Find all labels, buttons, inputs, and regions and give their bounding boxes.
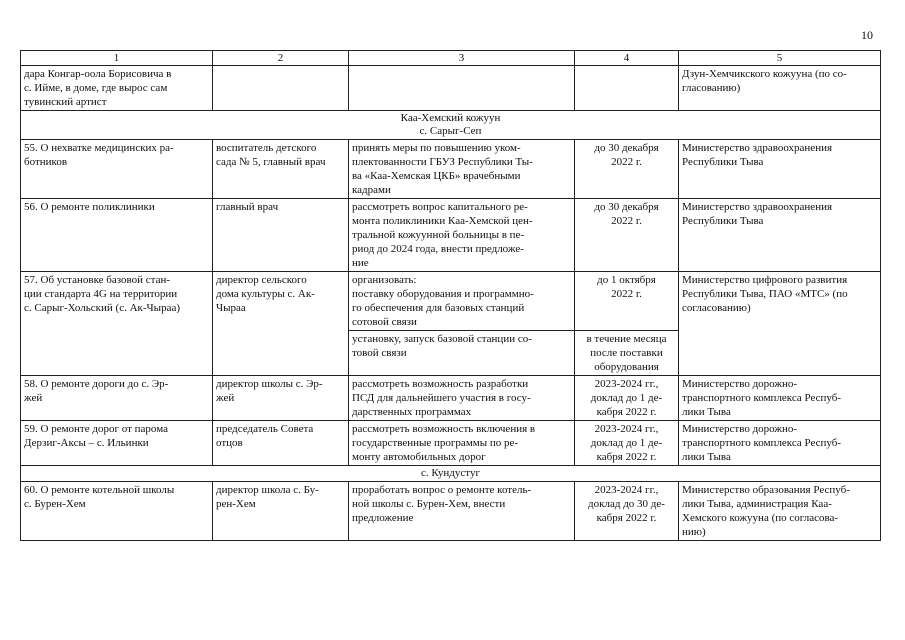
cell-text-line: тувинский артист [24,96,107,108]
cell-text-line: нию) [682,526,706,538]
cell-text-line: кабря 2022 г. [596,451,657,463]
cell-text-line: рассмотреть возможность включения в [352,423,536,435]
cell-text-line: рен-Хем [216,498,256,510]
cell-text-line: ботников [24,156,68,168]
responsible-cell [213,199,349,272]
cell-text-line: сотовой связи [352,316,417,328]
cell-text-line: сада № 5, главный врач [216,156,326,168]
page-number: 10 [861,28,873,42]
cell-text-line: монту автомобильных дорог [352,451,486,463]
cell-text-line: кабря 2022 г. [596,512,657,524]
plan-table [20,50,881,541]
cell-text-line: ПСД для дальнейшего участия в госу- [352,392,531,404]
deadline-cell [575,482,679,541]
cell-text-line: 60. О ремонте котельной школы [24,484,175,496]
cell-text-line: до 30 декабря [594,142,659,154]
cell-text-line: Министерство здравоохранения [682,142,833,154]
action-cell [349,272,575,331]
cell-text-line: 58. О ремонте дороги до с. Эр- [24,378,169,390]
cell-text-line: директор школа с. Бу- [216,484,319,496]
cell-text-line: принять меры по повышению уком- [352,142,521,154]
cell-text-line: жей [216,392,235,404]
section-header [21,466,881,482]
cell-text-line: лики Тыва, администрация Каа- [682,498,832,510]
cell-text-line: государственные программы по ре- [352,437,519,449]
cell-text-line: Министерство дорожно- [682,423,798,435]
table-row [21,482,881,541]
issue-cell [21,140,213,199]
issue-cell [21,199,213,272]
cell-text-line: установку, запуск базовой станции со- [352,333,532,345]
cell-text-line: Дерзиг-Аксы – с. Ильинки [24,437,149,449]
cell-text-line: риод до 2024 года, внести предложе- [352,243,524,255]
cell-text-line: председатель Совета [216,423,314,435]
executor-cell [679,421,881,466]
action-cell [349,376,575,421]
action-cell [349,66,575,111]
cell-text-line: транспортного комплекса Респуб- [682,392,842,404]
deadline-cell [575,272,679,331]
cell-text-line: гласованию) [682,82,741,94]
district-name: Каа-Хемский кожуун [400,112,501,124]
cell-text-line: дара Конгар-оола Борисовича в [24,68,172,80]
issue-cell [21,421,213,466]
cell-text-line: с. Ийме, в доме, где вырос сам [24,82,168,94]
cell-text-line: до 30 декабря [594,201,659,213]
cell-text-line: главный врач [216,201,279,213]
cell-text-line: го обеспечения для базовых станций [352,302,525,314]
action-cell [349,331,575,376]
cell-text-line: ва «Каа-Хемская ЦКБ» врачебными [352,170,521,182]
table-row [21,421,881,466]
deadline-cell [575,376,679,421]
section-header-row [21,466,881,482]
cell-text-line: с. Бурен-Хем [24,498,86,510]
cell-text-line: 2022 г. [611,288,642,300]
column-number: 1 [21,51,213,66]
cell-text-line: дарственных программах [352,406,472,418]
column-number: 5 [679,51,881,66]
section-header-row [21,111,881,140]
column-number: 4 [575,51,679,66]
cell-text-line: рассмотреть возможность разработки [352,378,529,390]
executor-cell [679,482,881,541]
executor-cell [679,66,881,111]
cell-text-line: директор школы с. Эр- [216,378,323,390]
cell-text-line: организовать: [352,274,417,286]
executor-cell [679,376,881,421]
cell-text-line: Республики Тыва [682,156,764,168]
cell-text-line: 2022 г. [611,215,642,227]
deadline-cell [575,421,679,466]
issue-cell [21,376,213,421]
cell-text-line: с. Сарыг-Хольский (с. Ак-Чыраа) [24,302,180,314]
responsible-cell [213,421,349,466]
cell-text-line: 2023-2024 гг., [594,484,659,496]
cell-text-line: в течение месяца [586,333,667,345]
cell-text-line: товой связи [352,347,407,359]
cell-text-line: 2022 г. [611,156,642,168]
cell-text-line: кабря 2022 г. [596,406,657,418]
cell-text-line: Министерство образования Респуб- [682,484,850,496]
cell-text-line: рассмотреть вопрос капитального ре- [352,201,528,213]
issue-cell [21,272,213,376]
table-row [21,376,881,421]
cell-text-line: Министерство дорожно- [682,378,798,390]
cell-text-line: дома культуры с. Ак- [216,288,315,300]
cell-text-line: ной школы с. Бурен-Хем, внести [352,498,506,510]
cell-text-line: ние [352,257,369,269]
cell-text-line: 57. Об установке базовой стан- [24,274,171,286]
cell-text-line: проработать вопрос о ремонте котель- [352,484,532,496]
cell-text-line: лики Тыва [682,451,731,463]
cell-text-line: транспортного комплекса Респуб- [682,437,842,449]
executor-cell [679,199,881,272]
settlement-name: с. Кундустуг [421,467,480,479]
action-cell [349,140,575,199]
cell-text-line: воспитатель детского [216,142,317,154]
cell-text-line: кадрами [352,184,391,196]
cell-text-line: поставку оборудования и программно- [352,288,534,300]
action-cell [349,421,575,466]
continuation-row [21,66,881,111]
cell-text-line: директор сельского [216,274,307,286]
responsible-cell [213,482,349,541]
cell-text-line: 56. О ремонте поликлиники [24,201,155,213]
cell-text-line: Министерство здравоохранения [682,201,833,213]
cell-text-line: после поставки [590,347,663,359]
cell-text-line: доклад до 1 де- [590,392,663,404]
column-number: 2 [213,51,349,66]
cell-text-line: отцов [216,437,243,449]
cell-text-line: доклад до 30 де- [588,498,665,510]
column-number: 3 [349,51,575,66]
table-row [21,199,881,272]
cell-text-line: согласованию) [682,302,751,314]
cell-text-line: 2023-2024 гг., [594,378,659,390]
settlement-name: с. Сарыг-Сеп [419,125,482,137]
cell-text-line: Республики Тыва [682,215,764,227]
deadline-cell [575,66,679,111]
action-cell [349,199,575,272]
executor-cell [679,272,881,376]
cell-text-line: жей [24,392,43,404]
table-body [21,51,881,541]
deadline-cell [575,140,679,199]
cell-text-line: до 1 октября [597,274,656,286]
action-cell [349,482,575,541]
cell-text-line: 2023-2024 гг., [594,423,659,435]
table-row [21,140,881,199]
executor-cell [679,140,881,199]
issue-cell [21,66,213,111]
cell-text-line: предложение [352,512,414,524]
cell-text-line: 59. О ремонте дорог от парома [24,423,168,435]
cell-text-line: плектованности ГБУЗ Республики Ты- [352,156,533,168]
responsible-cell [213,272,349,376]
cell-text-line: монта поликлиники Каа-Хемской цен- [352,215,533,227]
cell-text-line: оборудования [594,361,659,373]
cell-text-line: Чыраа [216,302,246,314]
responsible-cell [213,140,349,199]
cell-text-line: Министерство цифрового развития [682,274,848,286]
cell-text-line: ции стандарта 4G на территории [24,288,178,300]
cell-text-line: 55. О нехватке медицинских ра- [24,142,174,154]
cell-text-line: Хемского кожууна (по согласова- [682,512,839,524]
deadline-cell [575,331,679,376]
deadline-cell [575,199,679,272]
responsible-cell [213,376,349,421]
table-row [21,272,881,331]
cell-text-line: Дзун-Хемчикского кожууна (по со- [682,68,847,80]
issue-cell [21,482,213,541]
section-header [21,111,881,140]
cell-text-line: доклад до 1 де- [590,437,663,449]
cell-text-line: лики Тыва [682,406,731,418]
responsible-cell [213,66,349,111]
column-number-row [21,51,881,66]
cell-text-line: тральной кожуунной больницы в пе- [352,229,525,241]
cell-text-line: Республики Тыва, ПАО «МТС» (по [682,288,848,300]
